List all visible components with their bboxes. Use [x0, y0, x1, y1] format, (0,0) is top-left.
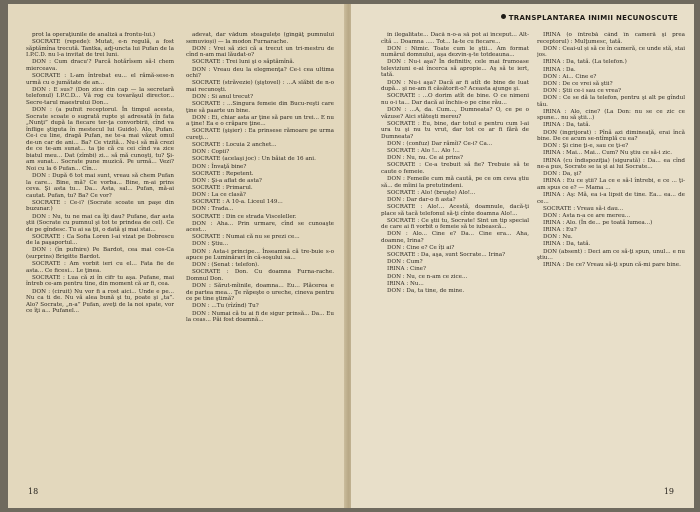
dialogue-line: IRINA : Da. — [543, 66, 576, 73]
dialogue-line: DON : Trada... — [192, 206, 234, 213]
dialogue-line: DON : Sărut-mîinile, doamna... Eu... Plăcerea e de partea mea... Ţe răpeşte o ureche, cineva pentru ce pe tine ştimă? — [186, 283, 334, 303]
dialogue-line: DON : Ştiu... — [192, 241, 229, 248]
right-page — [351, 4, 694, 508]
dialogue-line: DON : Cine e? Ce îți ai? — [387, 245, 455, 252]
dialogue-line: IRINA : Eu ce ştii? La ce e să-l întrebi, e ce ... ţi-am spus ce e? — Mama ... — [537, 178, 685, 191]
dialogue-line: IRINA : Alo, cine? (La Don: nu se ce zic ce spune... nu să ştii...) — [537, 108, 685, 122]
page-number-left: 18 — [28, 487, 39, 496]
dialogue-line: DON : ...A, da. Cum..., Dumneata? O, ce pe o văzuse? Aici stăteşti mereu? — [381, 106, 529, 120]
dialogue-line: DON : Da, ta tine, de mine. — [387, 287, 465, 294]
dialogue-line: SOCRATE (străvezie) (şiştovel) : ...A slăbit de n-o mai recunoşti. — [186, 80, 334, 93]
page-number-right: 19 — [663, 487, 674, 496]
dialogue-line: IRINA : Da, tată. — [543, 241, 591, 248]
dialogue-line: IRINA : Nu... — [387, 280, 424, 287]
bullet-icon — [501, 14, 506, 19]
dialogue-line: IRINA (cu îndispoziţia) (sigurată) : Da... ea cînd ne-a pus, Socrate se ia şi ai lui Socrate... — [537, 157, 685, 171]
dialogue-line: în ilegalitate... Dacă n-o-a să pot ai început... Alt-cîtă ... Doamna ..... Tot... Ia-te cu fiecare... — [381, 32, 529, 45]
dialogue-line: DON : De ce vrei să ştii? — [543, 80, 613, 87]
dialogue-line: SOCRATE : Am vorbit ieri cu el... Fata fie de asta... Ce ficesi... Le ţinea. — [26, 261, 174, 274]
dialogue-line: DON : (în pufnire) Pe Bardot, cea mai cos-Ca (surprins) Brigitte Bardot. — [26, 247, 174, 260]
dialogue-line: DON : (ciruit) Nu vor fi a rost aici... Unde e pe... Nu ca ti de. Nu vă alea bună şi tu, poate şi „ta”. Alo? Socrate, „n-a” Pufan, aveţi de la noi spate, vor ce îţi a... Pufanel... — [26, 288, 174, 315]
dialogue-line: DON : La ce clasă? — [192, 192, 246, 199]
dialogue-line: DON : Vreau deu la elegmenţa? Ce-i cea ultima ochi? — [186, 66, 334, 80]
dialogue-line: DON : Şi-a aflat de asta? — [192, 177, 262, 184]
dialogue-line: DON : Ceai-ul și să ce în cameră, ce unde stă, stai jos. — [537, 45, 685, 59]
dialogue-line: DON : Nu, nu. Ce ai prins? — [387, 155, 464, 162]
dialogue-line: SOCRATE : Lua că zi în cifr tu aşa. Pufane, mai întreb ce-am pentru tine, din moment că ar fi, cea. — [26, 274, 174, 288]
dialogue-line: DON : (confuz) Dar rămîi? Ce-i? Ca... — [387, 140, 493, 147]
right-page-column-1 — [381, 32, 529, 472]
dialogue-line: SOCRATE : Din ce strada Visceleller. — [192, 213, 297, 220]
dialogue-line: DON : Nimic. Toate cum le ştii... Am format numărul domnului, aşa dezvin-ş-te totdeauna... — [381, 45, 529, 59]
dialogue-line: IRINA : De ce? Vreau să-ţi spun că-mi pare bine. — [543, 262, 681, 269]
dialogue-line: SOCRATE : Eu, bine, dar totul e pentru cum l-ai ura tu şi nu tu vrut, dar tot ce ar fi fără de Dumneata? — [381, 120, 529, 140]
dialogue-line: DON (absent) : Deci am ce să-ţi spun, unul... e nu ştiu... — [537, 248, 685, 262]
dialogue-line: IRINA : Da, tată. (La telefon.) — [543, 59, 627, 66]
dialogue-line: SOCRATE (acelaşi joc) : Un băiat de 16 ani. — [192, 156, 316, 163]
left-page-column-1 — [26, 32, 174, 472]
left-page — [8, 4, 348, 508]
dialogue-line: DON : Ştii ce-i sau ce vrea? — [543, 87, 622, 94]
dialogue-line: SOCRATE : Alo !... Alo !... — [387, 148, 460, 155]
dialogue-line: DON : Cum dracu'? Parcă hotărîsem să-l chem mierceava. — [26, 59, 174, 72]
dialogue-line: DON : (Senat : telefon). — [192, 262, 260, 269]
dialogue-line: SOCRATE : Primarul. — [192, 184, 253, 191]
running-head — [501, 14, 678, 22]
dialogue-line: DON : Alo... Cine e? Da... Cine era... Aha, doamne, Irina? — [381, 231, 529, 244]
dialogue-line: prot la operaţiunile de analiză a frontu-lui.) — [32, 32, 156, 38]
dialogue-line: DON : Vrei să zici că a trecut un tri-mestru de cînd n-am mai lăudat-o? — [186, 45, 334, 59]
dialogue-line: SOCRATE : Alo!... Acestă, doamnule, dacă-ţi place să tacă telefonul să-ţi cînte doamna Alo!... — [381, 203, 529, 217]
dialogue-line: SOCRATE : Ca Sofia Loren l-ai vizat pe Dobrescu de la paşaportul... — [26, 233, 174, 247]
dialogue-line: SOCRATE : Vreau să-i dau... — [543, 205, 624, 212]
dialogue-line: SOCRATE : Locuia 2 anchet... — [192, 142, 277, 149]
dialogue-line: DON : Femeile cum mă caută, pe ce om ceva ştiu să... de mîini la pretutindeni. — [381, 176, 529, 189]
dialogue-line: DON : Copii? — [192, 149, 230, 156]
dialogue-line: DON : Numai că tu ai fi de sigur prinsă... Da... Eu la ceas... Păi fost doamnă... — [186, 310, 334, 324]
dialogue-line: SOCRATE : Alo! (bruşte) Alo!... — [387, 189, 476, 196]
dialogue-line: SOCRATE : Trei luni şi o săptămînă. — [192, 59, 295, 66]
left-page-column-2 — [186, 32, 334, 472]
dialogue-line: SOCRATE : ...Singura femeie din Bucu-reşti care ţine să paarte un bine. — [186, 101, 334, 114]
right-page-column-2 — [537, 32, 685, 472]
dialogue-line: SOCRATE (repede): Mutat, e-n regulă, a fost săptămîna trecută. Tantka, adj-uncta lui Pufan de la I.P.C.D. nu l-a invitat de trei luni. — [26, 39, 174, 59]
dialogue-line: DON : Ei, chiar asta ar ţine să pare un trei... E nu a ţine! Ea e o crăpare ţine... — [186, 114, 334, 128]
dialogue-line: SOCRATE : A 10-a. Liceul 149... — [192, 199, 283, 206]
dialogue-line: SOCRATE : Da, aşa, sunt Socrate... Irina? — [387, 252, 506, 259]
dialogue-line: IRINA : Cine? — [387, 266, 426, 273]
dialogue-line: SOCRATE : L-am întrebat eu... el rămă-sese-n urmă cu o jumătate de an... — [26, 73, 174, 86]
dialogue-line: SOCRATE : ...O dorim atît de bine. O ce nimeni nu o-i ta... Dar dacă ai închis-o pe cine rău... — [381, 93, 529, 106]
running-head-text: TRANSPLANTAREA INIMII NECUNOSCUTE — [508, 14, 678, 22]
dialogue-line: DON : După 6 tot mai sunt, vreau să chem Pufan la care... Bine, mă? Ce vorba... Bine, m-ai prins ceva. Şi asta tu... Da... Asta, sal... Pufan, mă-ai cautat. Pufan, tu? Ba? Ce vor? — [26, 173, 174, 199]
dialogue-line: DON : Nu-i aşa? Dacă ar fi atît de bine de luat după... şi ne-am fi căsătorit-o? Aceasta ajunge şi. — [381, 79, 529, 93]
dialogue-line: IRINA : Eu? — [543, 227, 577, 234]
dialogue-line: DON : ...Tu (rîzînd) Tu? — [192, 303, 259, 310]
dialogue-line: DON : Şi cine ţi-e, sau ce ţi-e? — [543, 143, 629, 150]
dialogue-line: DON : Ai... Cine e? — [543, 73, 597, 80]
dialogue-line: SOCRATE : Numai că nu se prezi ce... — [192, 234, 300, 241]
dialogue-line: SOCRATE : Ce-a trebuit să fie? Trebuie să te caute o femeie. — [381, 162, 529, 175]
dialogue-line: DON : Dar dar-o fi asta? — [387, 196, 456, 203]
dialogue-line: IRINA (o întrebă când în cameră şi prea receptorul) : Mulţumesc, tată. — [537, 32, 685, 45]
dialogue-line: DON : E sus? (Don zice din cap — la secretară telefonul) I.P.C.D... Vă rog cu tovarăşul director... Secre-tarul maestrului Don... — [26, 86, 174, 106]
dialogue-line: DON : Cum? — [387, 259, 423, 266]
dialogue-line: SOCRATE : Ce-i? (Socrate scoate un paşe din buzunar.) — [26, 199, 174, 213]
dialogue-line: IRINA : Aş: Mă, ea i-a lipsit de tine. Ea... ea... de ce... — [537, 192, 685, 205]
dialogue-line: IRINA : Da, tată. — [543, 122, 591, 129]
dialogue-line: DON : Si anul trecut? — [192, 93, 254, 100]
dialogue-line: DON : Aha... Prin urmare, cînd se cunoaşte acest... — [186, 220, 334, 234]
dialogue-line: SOCRATE : Ce ştii tu, Socrate! Sint un tip special de care ai fi vorbit o femeie să te iubească... — [381, 217, 529, 231]
dialogue-line: SOCRATE (şişier) : Ea prinsese rămoare pe urma cureţi... — [186, 128, 334, 141]
dialogue-line: DON : Da, şi? — [543, 171, 582, 178]
dialogue-line: DON : (a pufnit receptorul. În timpul acesta, Socrate scoate o sugrată rupte şi adresată în fata „Nunţi” după la fiecare ter-ţa convorbirii, cînd va înflige ştiguta în mestecul lui Guido). Alo, Pufan. Ce-i cu line, dragă Pufan, ne te-a mai văzut omul de-un car de ani... Ba? Ce vizită... Nu-i să mă crezi de ce te-am sunat... ta ţie că cu cei cînd va zice biatul meu... Dat (zîmbi) zi... să mă cunoşti, tu? Şi-am sunat... Socrate pune muzică. Pe urmă... Vezi? Noi cu la 6 Pufan... Cîn... — [26, 106, 174, 172]
dialogue-line: SOCRATE : Repetent. — [192, 170, 254, 177]
book-spread — [8, 4, 694, 508]
dialogue-line: DON : Nu. — [543, 234, 573, 241]
dialogue-line: DON (ingrijorat) : Pînă azi dimineaţă, erai încă bine. De ce acum se-ntîmplă cu ea? — [537, 129, 685, 143]
dialogue-line: adevat, dar vădum steagulețe (gîngăţ pumnului semuvioși) — la modon Furnarache. — [186, 32, 334, 45]
dialogue-line: DON : Nu, ce n-am ce zice... — [387, 273, 468, 280]
dialogue-line: IRINA : Alo. (În de... pe toată lumea...) — [543, 220, 653, 227]
dialogue-line: DON : Ce se dă la telefon, pentru şi alt pe gîndul tău. — [537, 95, 685, 108]
dialogue-line: DON : Învaţă bine? — [192, 163, 247, 170]
dialogue-line: IRINA : Mai... Mai... Cum? Nu ştiu ce să-i zic. — [543, 150, 672, 157]
dialogue-line: DON : Nu-i aşa? În definitiv, cele mai frumoase televiziuni e-ai încerca să apropie... Aş să te iert, tată. — [381, 59, 529, 79]
dialogue-line: DON : Asta n-a ce are mereu... — [543, 212, 631, 219]
dialogue-line: DON : Asta-i principe... Înseamnă că tre-buie s-o apuce pe Luminărari în că-soşului sa... — [186, 248, 334, 262]
dialogue-line: DON : Nu, tu ne mai ca îţi dau? Pufane, dar asta ştii (Socrate cu pumnul şi tot te prindea de cel). Ce de pe gîndesc. Tu ai sa ţii, o dată şi mai stai... — [26, 213, 174, 233]
dialogue-line: SOCRATE : Don. Cu doamna Furna-rache. Domnul Don. — [186, 269, 334, 282]
